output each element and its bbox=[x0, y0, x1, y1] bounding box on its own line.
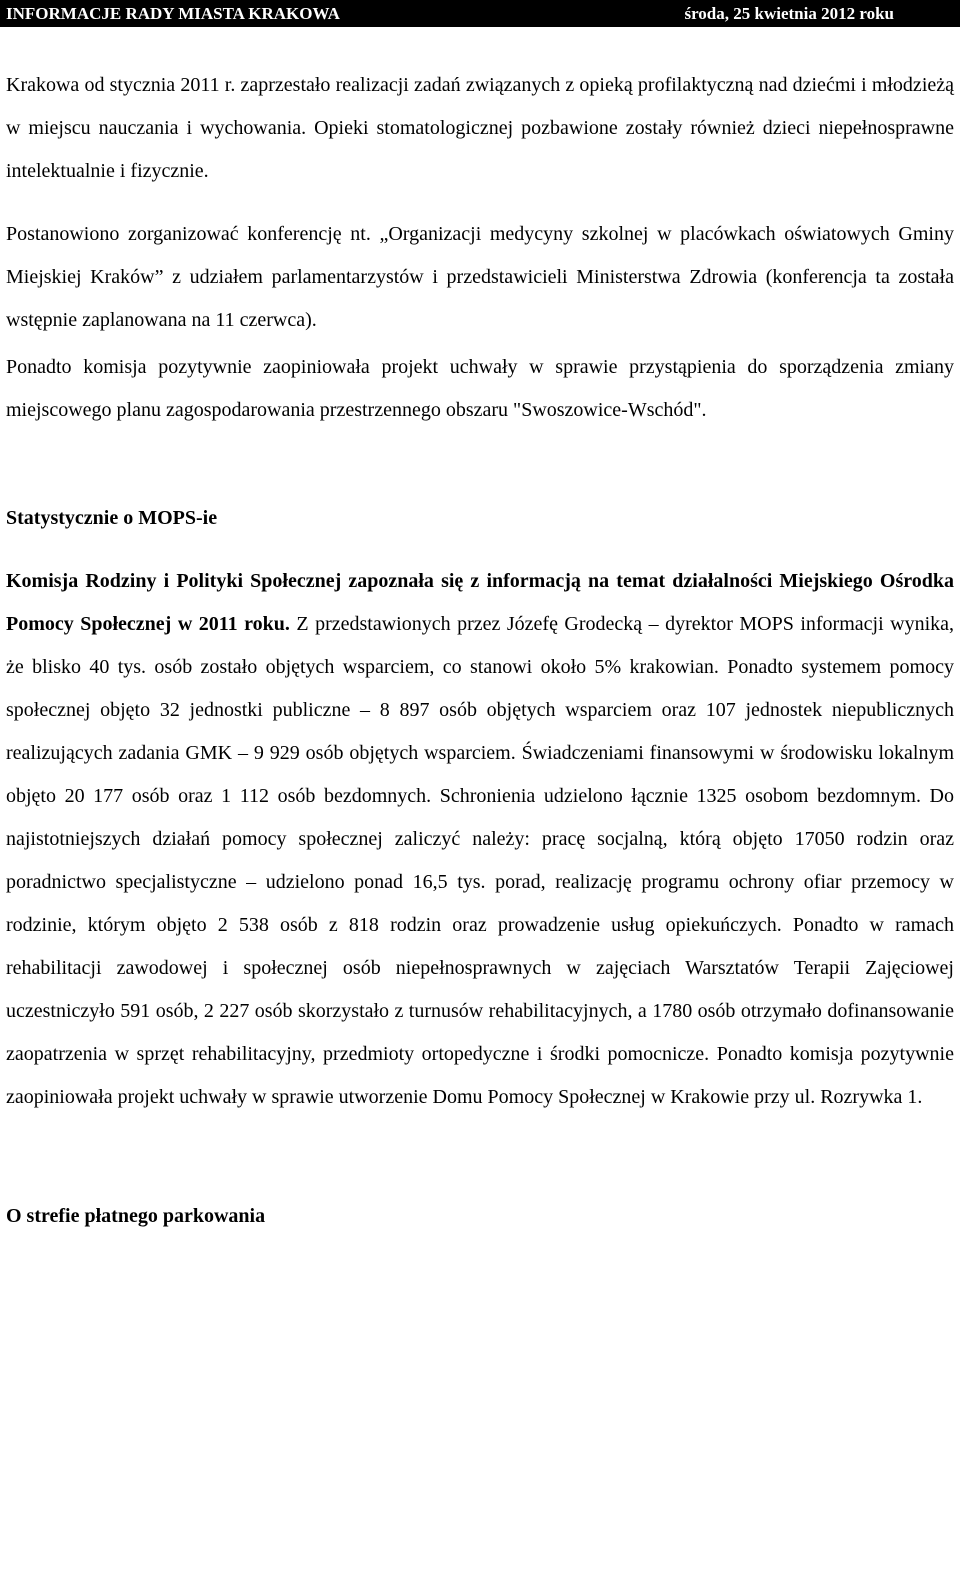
publication-title: INFORMACJE RADY MIASTA KRAKOWA bbox=[6, 4, 340, 23]
paragraph-conference: Postanowiono zorganizować konferencję nt. „Organizacji medycyny szkolnej w placówkach oświatowych Gminy Miejskiej Kraków” z udziałem parlamentarzystów i przedstawicieli Ministerstwa Zdrowia (konferencja ta została wstępnie zaplanowana na 11 czerwca). bbox=[6, 223, 954, 331]
section-heading-mops: Statystycznie o MOPS-ie bbox=[6, 507, 218, 529]
publication-date: środa, 25 kwietnia 2012 roku bbox=[684, 4, 894, 23]
paragraph-mops-lead: Komisja Rodziny i Polityki Społecznej zapoznała się z informacją na temat działalności Miejskiego Ośrodka Pomocy Społecznej w 2011 roku. bbox=[6, 570, 954, 635]
paragraph-mops-body: Z przedstawionych przez Józefę Grodecką – dyrektor MOPS informacji wynika, że blisko 40 tys. osób zostało objętych wsparciem, co stanowi około 5% krakowian. Ponadto systemem pomocy społecznej objęto 32 jednostki publiczne – 8 897 osób objętych wsparciem oraz 107 jednostek niepublicznych realizujących zadania GMK – 9 929 osób objętych wsparciem. Świadczeniami finansowymi w środowisku lokalnym objęto 20 177 osób oraz 1 112 osób bezdomnych. Schronienia udzielono łącznie 1325 osobom bezdomnym. Do najistotniejszych działań pomocy społecznej zaliczyć należy: pracę socjalną, którą objęto 17050 rodzin oraz poradnictwo specjalistyczne – udzielono ponad 16,5 tys. porad, realizację programu ochrony ofiar przemocy w rodzinie, którym objęto 2 538 osób z 818 rodzin oraz prowadzenie usług opiekuńczych. Ponadto w ramach rehabilitacji zawodowej i społecznej osób niepełnosprawnych w zajęciach Warsztatów Terapii Zajęciowej uczestniczyło 591 osób, 2 227 osób skorzystało z turnusów rehabilitacyjnych, a 1780 osób otrzymało dofinansowanie zaopatrzenia w sprzęt rehabilitacyjny, przedmioty ortopedyczne i środki pomocnicze. Ponadto komisja pozytywnie zaopiniowała projekt uchwały w sprawie utworzenie Domu Pomocy Społecznej w Krakowie przy ul. Rozrywka 1. bbox=[6, 613, 955, 1108]
paragraph-school-medicine: Krakowa od stycznia 2011 r. zaprzestało realizacji zadań związanych z opieką profilaktyczną nad dziećmi i młodzieżą w miejscu nauczania i wychowania. Opieki stomatologicznej pozbawione zostały również dzieci niepełnosprawne intelektualnie i fizycznie. bbox=[6, 74, 954, 182]
paragraph-zoning-plan: Ponadto komisja pozytywnie zaopiniowała projekt uchwały w sprawie przystąpienia do sporządzenia zmiany miejscowego planu zagospodarowania przestrzennego obszaru "Swoszowice-Wschód". bbox=[6, 356, 954, 421]
paragraph-mops-report bbox=[6, 560, 954, 1119]
section-heading-parking: O strefie płatnego parkowania bbox=[6, 1205, 266, 1227]
document-body bbox=[6, 64, 954, 1238]
page-header bbox=[0, 0, 960, 27]
